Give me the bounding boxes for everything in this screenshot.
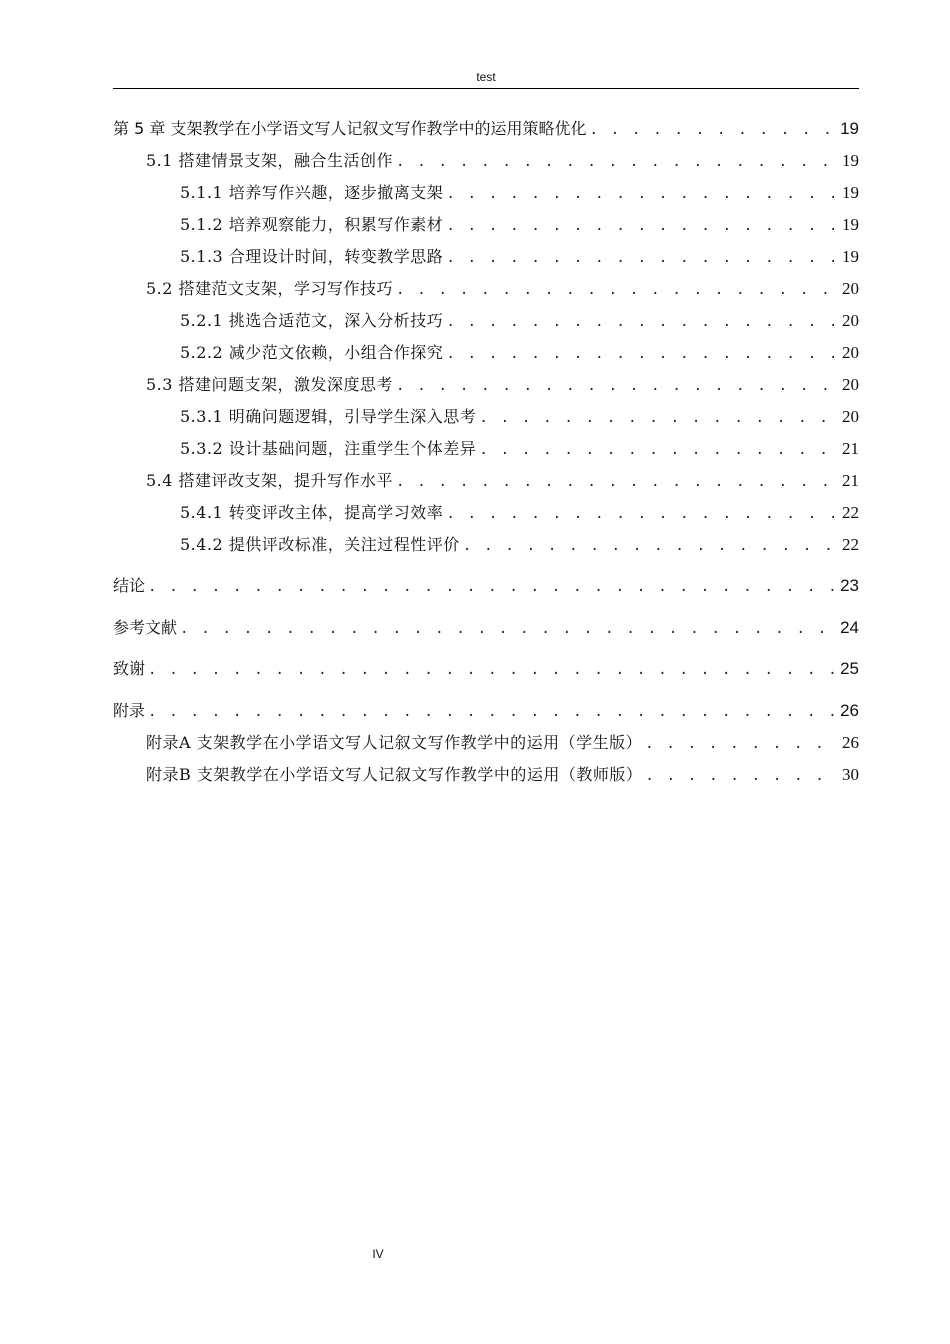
toc-leader-dots bbox=[446, 218, 839, 234]
toc-page-number: 19 bbox=[842, 247, 859, 266]
toc-entry-label: 5.2.2 减少范文依赖，小组合作探究 bbox=[180, 343, 444, 362]
toc-page-number: 20 bbox=[842, 311, 859, 330]
toc-entry-chapter-5[interactable] bbox=[113, 116, 859, 146]
toc-leader-dots bbox=[446, 346, 839, 362]
toc-entry-label: 5.2 搭建范文支架，学习写作技巧 bbox=[146, 279, 394, 298]
toc-page-number: 21 bbox=[842, 471, 859, 490]
toc-entry-label: 5.3.2 设计基础问题，注重学生个体差异 bbox=[180, 439, 477, 458]
toc-leader-dots bbox=[180, 621, 837, 637]
toc-entry-label: 附录 bbox=[113, 701, 146, 720]
toc-leader-dots bbox=[446, 314, 839, 330]
toc-leader-dots bbox=[148, 704, 837, 720]
toc-entry-label: 5.1 搭建情景支架，融合生活创作 bbox=[146, 151, 394, 170]
toc-leader-dots bbox=[479, 410, 839, 426]
toc-entry-5-4-1[interactable] bbox=[113, 500, 859, 530]
toc-entry-5-2-2[interactable] bbox=[113, 340, 859, 370]
toc-entry-label: 5.1.3 合理设计时间，转变教学思路 bbox=[180, 247, 444, 266]
toc-leader-dots bbox=[396, 282, 839, 298]
toc-entry-label: 5.4.2 提供评改标准，关注过程性评价 bbox=[180, 535, 460, 554]
toc-page-number: 20 bbox=[842, 279, 859, 298]
toc-entry-label: 结论 bbox=[113, 576, 146, 595]
toc-entry-appendix-b[interactable] bbox=[113, 762, 859, 792]
toc-page-number: 30 bbox=[842, 765, 859, 784]
toc-page-number: 23 bbox=[840, 576, 859, 595]
toc-entry-references[interactable] bbox=[113, 615, 859, 645]
toc-page-number: 26 bbox=[842, 733, 859, 752]
toc-page-number: 22 bbox=[842, 503, 859, 522]
toc-entry-5-1[interactable] bbox=[113, 148, 859, 178]
toc-entry-label: 5.3.1 明确问题逻辑，引导学生深入思考 bbox=[180, 407, 477, 426]
toc-leader-dots bbox=[645, 736, 839, 752]
toc-page-number: 20 bbox=[842, 343, 859, 362]
toc-entry-appendix-a[interactable] bbox=[113, 730, 859, 760]
toc-entry-5-1-1[interactable] bbox=[113, 180, 859, 210]
toc-entry-5-3[interactable] bbox=[113, 372, 859, 402]
toc-entry-5-2[interactable] bbox=[113, 276, 859, 306]
toc-entry-label: 5.4.1 转变评改主体，提高学习效率 bbox=[180, 503, 444, 522]
toc-entry-5-1-2[interactable] bbox=[113, 212, 859, 242]
toc-entry-label: 致谢 bbox=[113, 659, 146, 678]
toc-leader-dots bbox=[396, 378, 839, 394]
toc-leader-dots bbox=[396, 154, 839, 170]
toc-page-number: 22 bbox=[842, 535, 859, 554]
toc-page-number: 20 bbox=[842, 375, 859, 394]
toc-leader-dots bbox=[446, 250, 839, 266]
page-header: test bbox=[113, 68, 859, 89]
toc-entry-conclusion[interactable] bbox=[113, 573, 859, 603]
toc-entry-label: 5.1.1 培养写作兴趣，逐步撤离支架 bbox=[180, 183, 444, 202]
toc-leader-dots bbox=[479, 442, 839, 458]
toc-page-number: 19 bbox=[842, 183, 859, 202]
page-number-footer: IV bbox=[372, 1247, 384, 1261]
toc-leader-dots bbox=[645, 768, 839, 784]
toc-entry-5-4-2[interactable] bbox=[113, 532, 859, 562]
toc-leader-dots bbox=[446, 186, 839, 202]
toc-page-number: 21 bbox=[842, 439, 859, 458]
toc-entry-label: 参考文献 bbox=[113, 618, 178, 637]
toc-entry-5-3-2[interactable] bbox=[113, 436, 859, 466]
toc-entry-5-3-1[interactable] bbox=[113, 404, 859, 434]
toc-leader-dots bbox=[589, 122, 837, 138]
toc-entry-5-2-1[interactable] bbox=[113, 308, 859, 338]
toc-entry-5-4[interactable] bbox=[113, 468, 859, 498]
toc-page-number: 19 bbox=[842, 215, 859, 234]
toc-page-number: 19 bbox=[842, 151, 859, 170]
toc-page-number: 25 bbox=[840, 659, 859, 678]
toc-leader-dots bbox=[396, 474, 839, 490]
toc-entry-5-1-3[interactable] bbox=[113, 244, 859, 274]
toc-page-number: 24 bbox=[840, 618, 859, 637]
toc-entry-label: 5.2.1 挑选合适范文，深入分析技巧 bbox=[180, 311, 444, 330]
toc-leader-dots bbox=[463, 538, 839, 554]
toc-entry-label: 附录B 支架教学在小学语文写人记叙文写作教学中的运用（教师版） bbox=[146, 765, 643, 784]
toc-entry-label: 第 5 章 支架教学在小学语文写人记叙文写作教学中的运用策略优化 bbox=[113, 119, 587, 138]
toc-leader-dots bbox=[148, 662, 837, 678]
toc-entry-label: 5.4 搭建评改支架，提升写作水平 bbox=[146, 471, 394, 490]
toc-entry-label: 附录A 支架教学在小学语文写人记叙文写作教学中的运用（学生版） bbox=[146, 733, 643, 752]
toc-entry-appendix[interactable] bbox=[113, 698, 859, 728]
toc-entry-label: 5.3 搭建问题支架，激发深度思考 bbox=[146, 375, 394, 394]
toc-page-number: 19 bbox=[840, 119, 859, 138]
toc-page-number: 20 bbox=[842, 407, 859, 426]
toc-leader-dots bbox=[446, 506, 839, 522]
toc-leader-dots bbox=[148, 579, 837, 595]
toc-page-number: 26 bbox=[840, 701, 859, 720]
toc-entry-acknowledgements[interactable] bbox=[113, 656, 859, 686]
toc-entry-label: 5.1.2 培养观察能力，积累写作素材 bbox=[180, 215, 444, 234]
